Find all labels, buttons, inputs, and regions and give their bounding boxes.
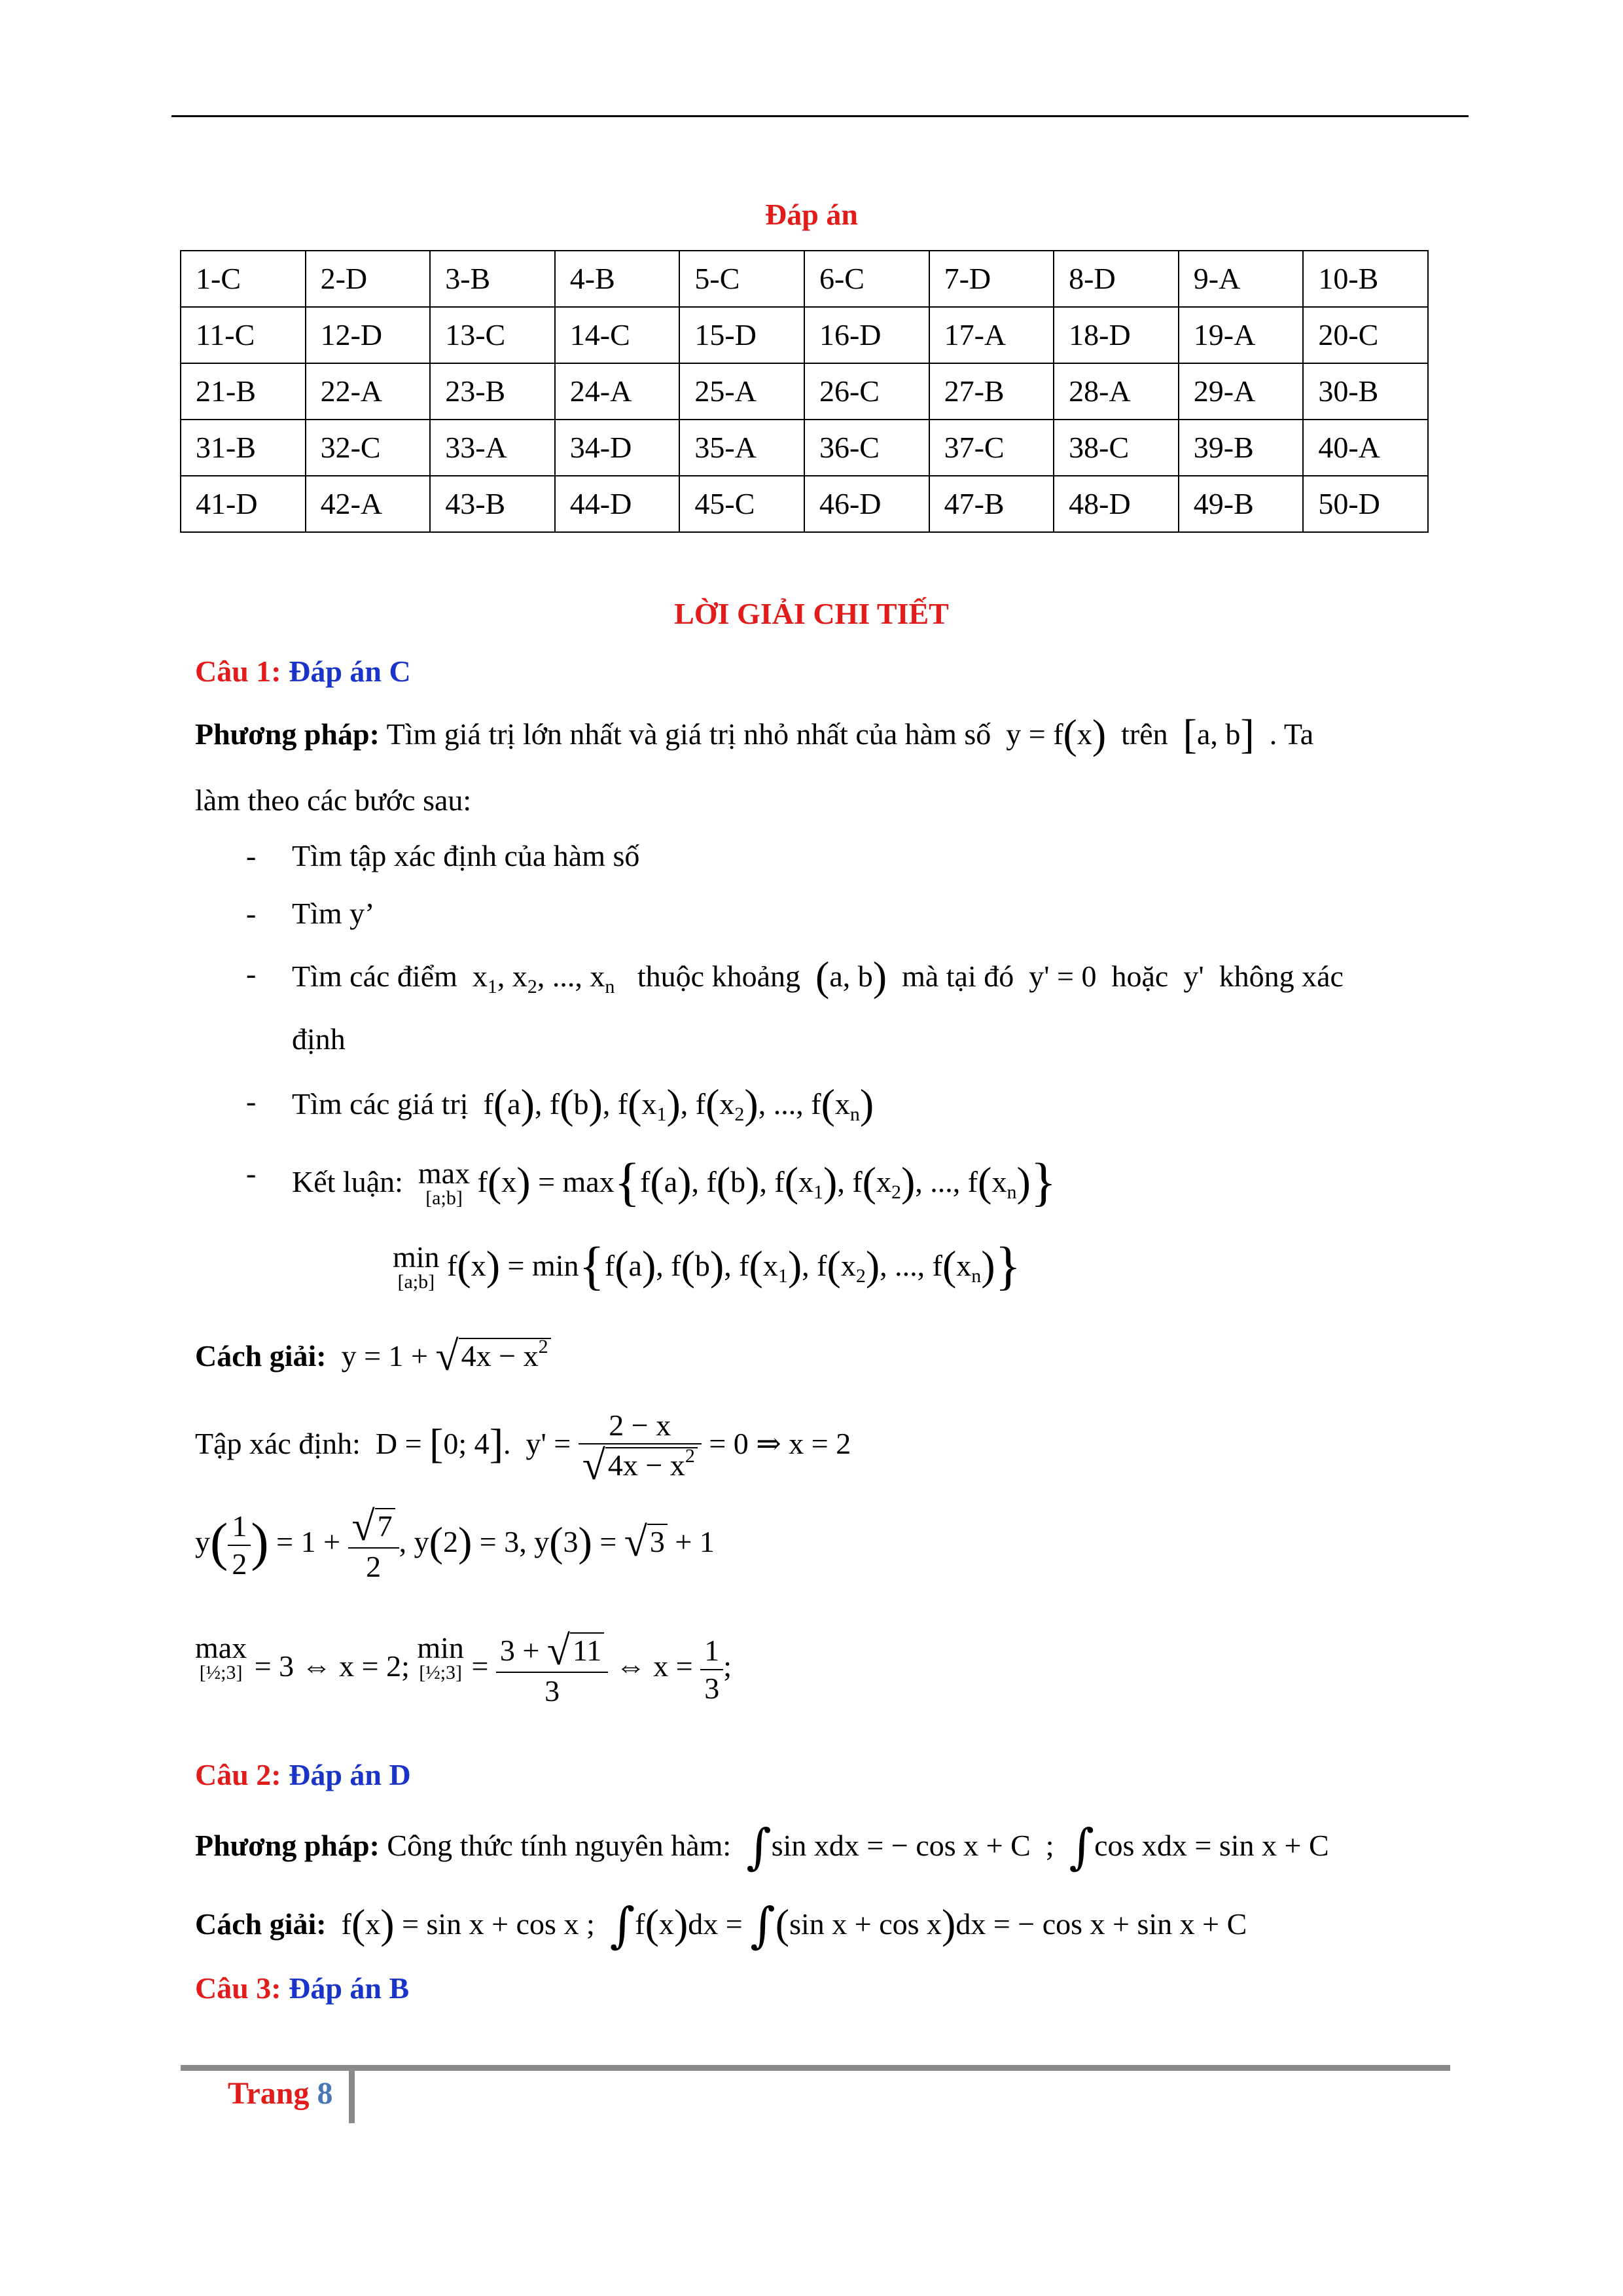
answer-cell: 28-A — [1054, 363, 1179, 420]
q1-bullet-4: - — [246, 1085, 257, 1118]
q1-step-4-text: Tìm các giá trị — [292, 1087, 469, 1121]
answer-cell: 35-A — [679, 420, 804, 476]
answer-cell: 41-D — [181, 476, 306, 532]
q1-step-3e: không xác — [1219, 960, 1344, 993]
answer-cell: 2-D — [306, 251, 431, 307]
answer-key-title: Đáp án — [765, 198, 858, 231]
answer-cell: 4-B — [555, 251, 680, 307]
q1-step-3: Tìm các điểm $x_1$, $x_2$, ..., $x_n$ thuộc khoảng (a, b) mà tại đó y' = 0 hoặc y' không xác — [292, 953, 1344, 999]
q1-bullet-3: - — [246, 957, 257, 990]
footer-page — [228, 2075, 332, 2113]
answer-cell: 10-B — [1303, 251, 1428, 307]
answer-cell: 19-A — [1179, 307, 1304, 363]
answer-cell: 26-C — [804, 363, 929, 420]
q2-solution-label: Cách giải: — [195, 1907, 327, 1941]
answer-cell: 23-B — [430, 363, 555, 420]
answer-cell: 27-B — [929, 363, 1054, 420]
footer-rule — [181, 2065, 1450, 2071]
solutions-title: LỜI GIẢI CHI TIẾT — [674, 597, 949, 630]
answer-cell: 24-A — [555, 363, 680, 420]
q1-method-func: y = f(x) — [998, 711, 1107, 757]
answer-cell: 5-C — [679, 251, 804, 307]
answer-row — [181, 476, 1428, 532]
q1-domain-text: Tập xác định: — [195, 1427, 361, 1461]
q1-step-1: Tìm tập xác định của hàm số — [292, 839, 640, 872]
q1-domain: Tập xác định: D = [0; 4]. y' = $\frac{2 - x}{√4x - x^2}$ = 0 ⇒ x = 2 — [195, 1408, 851, 1489]
q1-solution-label: Cách giải: — [195, 1339, 327, 1372]
answer-cell: 1-C — [181, 251, 306, 307]
q1-method-cont: làm theo các bước sau: — [195, 783, 472, 817]
answer-cell: 38-C — [1054, 420, 1179, 476]
q1-bullet-5: - — [246, 1157, 257, 1190]
q1-heading — [195, 653, 411, 689]
q2-heading — [195, 1757, 411, 1793]
q1-result: max [½;3] = 3 ⇔ x = 2; min [½;3] = $\frac{3 + √11}{3}$ ⇔ x = $\frac{1}{3}$ ; — [195, 1630, 732, 1709]
q1-step-5-text: Kết luận: — [292, 1165, 403, 1198]
q2-method-label: Phương pháp: — [195, 1829, 380, 1862]
answer-cell: 31-B — [181, 420, 306, 476]
answer-cell: 21-B — [181, 363, 306, 420]
q1-heading-prefix: Câu 1: — [195, 655, 281, 688]
answer-cell: 12-D — [306, 307, 431, 363]
q1-step-5: Kết luận: max [a;b] f(x) = max{f(a), f(b), $f(x_1)$, $f(x_2)$, ..., $f(x_n)$} — [292, 1152, 1057, 1211]
q1-method-on: trên — [1121, 717, 1168, 751]
answer-cell: 30-B — [1303, 363, 1428, 420]
answer-row — [181, 420, 1428, 476]
q1-method-label: Phương pháp: — [195, 717, 380, 751]
q1-step-3c: mà tại đó — [902, 960, 1014, 993]
answer-cell: 11-C — [181, 307, 306, 363]
answer-cell: 32-C — [306, 420, 431, 476]
q1-values: y( $\frac{1}{2}$ ) = 1 + $\frac{√7}{2}$ , y(2) = 3, y(3) = √3 + 1 — [195, 1505, 715, 1585]
answer-cell: 7-D — [929, 251, 1054, 307]
answer-cell: 42-A — [306, 476, 431, 532]
q1-min-formula: min [a;b] f(x) = min{f(a), f(b), $f(x_1)$, $f(x_2)$, ..., $f(x_n)$} — [393, 1236, 1021, 1295]
answer-cell: 22-A — [306, 363, 431, 420]
answer-cell: 14-C — [555, 307, 680, 363]
answer-cell: 45-C — [679, 476, 804, 532]
footer-page-number: 8 — [317, 2076, 333, 2111]
q1-method-end: . Ta — [1269, 717, 1314, 751]
answer-cell: 37-C — [929, 420, 1054, 476]
answer-cell: 8-D — [1054, 251, 1179, 307]
q2-method-text: Công thức tính nguyên hàm: — [387, 1829, 732, 1862]
answer-cell: 49-B — [1179, 476, 1304, 532]
answer-cell: 40-A — [1303, 420, 1428, 476]
q1-method-interval: [a, b] — [1183, 711, 1255, 757]
answer-cell: 16-D — [804, 307, 929, 363]
q3-heading-answer: Đáp án B — [289, 1971, 410, 2005]
q2-heading-prefix: Câu 2: — [195, 1758, 281, 1791]
answer-cell: 44-D — [555, 476, 680, 532]
q2-method: Phương pháp: Công thức tính nguyên hàm: ∫sin xdx = − cos x + C ; ∫cos xdx = sin x + C — [195, 1819, 1329, 1875]
answer-cell: 39-B — [1179, 420, 1304, 476]
answer-row — [181, 363, 1428, 420]
answer-cell: 17-A — [929, 307, 1054, 363]
answer-cell: 47-B — [929, 476, 1054, 532]
answer-cell: 29-A — [1179, 363, 1304, 420]
q1-solution: Cách giải: $y = 1 + √4x - x^2$ — [195, 1335, 551, 1377]
q1-step-3b: thuộc khoảng — [637, 960, 801, 993]
top-rule — [171, 115, 1469, 117]
answer-cell: 36-C — [804, 420, 929, 476]
answer-cell: 50-D — [1303, 476, 1428, 532]
q1-method-text: Tìm giá trị lớn nhất và giá trị nhỏ nhất của hàm số — [386, 717, 991, 751]
q1-step-3d: hoặc — [1111, 960, 1169, 993]
q2-heading-answer: Đáp án D — [289, 1758, 411, 1791]
q1-bullet-2: - — [246, 897, 257, 930]
answer-row — [181, 251, 1428, 307]
answer-cell: 25-A — [679, 363, 804, 420]
q3-heading-prefix: Câu 3: — [195, 1971, 281, 2005]
answer-key-table — [180, 250, 1429, 533]
q1-method — [195, 713, 1438, 755]
answer-row — [181, 307, 1428, 363]
answer-cell: 43-B — [430, 476, 555, 532]
answer-cell: 6-C — [804, 251, 929, 307]
answer-cell: 15-D — [679, 307, 804, 363]
q1-heading-answer: Đáp án C — [289, 655, 411, 688]
q2-solution: Cách giải: f(x) = sin x + cos x ; ∫f(x)dx = ∫(sin x + cos x)dx = − cos x + sin x + C — [195, 1897, 1247, 1954]
q1-bullet-1: - — [246, 839, 257, 872]
q3-heading — [195, 1970, 409, 2006]
answer-cell: 34-D — [555, 420, 680, 476]
answer-cell: 20-C — [1303, 307, 1428, 363]
q1-step-3a: Tìm các điểm — [292, 960, 457, 993]
answer-cell: 13-C — [430, 307, 555, 363]
answer-cell: 46-D — [804, 476, 929, 532]
answer-cell: 33-A — [430, 420, 555, 476]
answer-cell: 18-D — [1054, 307, 1179, 363]
q1-step-2: Tìm y’ — [292, 897, 375, 930]
answer-cell: 48-D — [1054, 476, 1179, 532]
answer-cell: 3-B — [430, 251, 555, 307]
q1-step-4: Tìm các giá trị f(a), f(b), $f(x_1)$, $f(x_2)$, ..., $f(x_n)$ — [292, 1081, 874, 1127]
answer-cell: 9-A — [1179, 251, 1304, 307]
footer-label: Trang — [228, 2076, 310, 2111]
q1-step-3-cont: định — [292, 1022, 346, 1056]
footer-bar — [349, 2068, 355, 2123]
